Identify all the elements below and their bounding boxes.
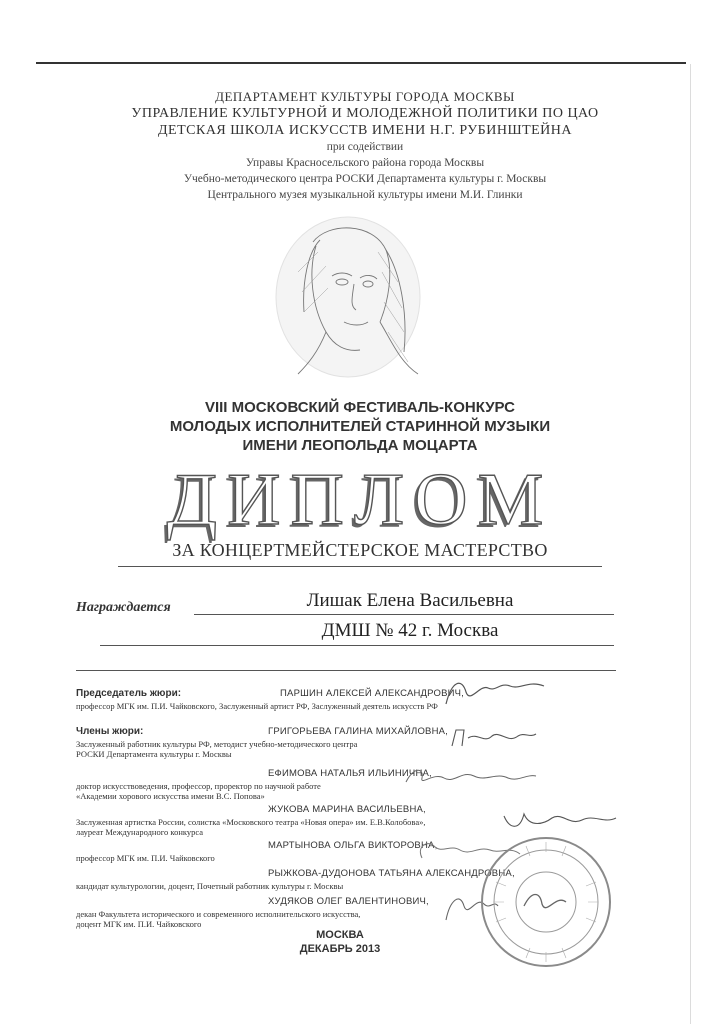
jury-member-desc: лауреат Международного конкурса xyxy=(76,827,204,837)
festival-line-3: ИМЕНИ ЛЕОПОЛЬДА МОЦАРТА xyxy=(242,437,478,454)
chair-role-text: Председатель жюри: xyxy=(76,688,182,699)
official-stamp xyxy=(476,832,616,972)
jury-member-name: ЖУКОВА МАРИНА ВАСИЛЬЕВНА, xyxy=(268,804,426,815)
subtitle-underline xyxy=(118,566,602,567)
header-line-6: Учебно-методического центра РОСКИ Департамента культуры г. Москвы xyxy=(183,173,547,185)
jury-member-desc: доктор искусствоведения, профессор, проректор по научной работе xyxy=(76,781,321,791)
portrait-illustration xyxy=(268,212,428,382)
festival-line-2: МОЛОДЫХ ИСПОЛНИТЕЛЕЙ СТАРИННОЙ МУЗЫКИ xyxy=(169,418,551,435)
jury-member-desc: профессор МГК им. П.И. Чайковского xyxy=(76,853,215,863)
school-line xyxy=(100,645,614,646)
header-line-2: УПРАВЛЕНИЕ КУЛЬТУРНОЙ И МОЛОДЕЖНОЙ ПОЛИТИКИ ПО ЦАО xyxy=(131,106,599,121)
jury-member-name: ЕФИМОВА НАТАЛЬЯ ИЛЬИНИЧНА, xyxy=(268,768,432,779)
issue-city: МОСКВА xyxy=(316,929,364,941)
jury-member-desc: «Академии хорового искусства имени В.С. Попова» xyxy=(76,791,265,801)
header-line-7: Центрального музея музыкальной культуры имени М.И. Глинки xyxy=(207,189,523,201)
jury-member-desc: кандидат культурологии, доцент, Почетный работник культуры г. Москвы xyxy=(76,881,344,891)
issue-footer xyxy=(280,928,400,956)
header-line-4: при содействии xyxy=(326,141,404,153)
header-line-3: ДЕТСКАЯ ШКОЛА ИСКУССТВ ИМЕНИ Н.Г. РУБИНШТЕЙНА xyxy=(157,123,572,138)
jury-member-desc: Заслуженный работник культуры РФ, методист учебно-методического центра xyxy=(76,739,358,749)
signature-member-1 xyxy=(448,724,538,752)
blank-line xyxy=(76,670,616,671)
jury-member-desc: доцент МГК им. П.И. Чайковского xyxy=(76,919,202,929)
header-line-1: ДЕПАРТАМЕНТ КУЛЬТУРЫ ГОРОДА МОСКВЫ xyxy=(215,89,515,104)
signature-chair xyxy=(440,674,550,710)
jury-member-name: ГРИГОРЬЕВА ГАЛИНА МИХАЙЛОВНА, xyxy=(268,726,449,737)
diploma-title: ДИПЛОМ xyxy=(166,459,554,541)
header-line-5: Управы Красносельского района города Москвы xyxy=(245,157,485,169)
jury-member-name: РЫЖКОВА-ДУДОНОВА ТАТЬЯНА АЛЕКСАНДРОВНА, xyxy=(268,868,515,879)
chair-name: ПАРШИН АЛЕКСЕЙ АЛЕКСАНДРОВИЧ, xyxy=(280,688,465,699)
awardee-line xyxy=(194,614,614,615)
diploma-subtitle: ЗА КОНЦЕРТМЕЙСТЕРСКОЕ МАСТЕРСТВО xyxy=(172,540,548,560)
members-role-text: Члены жюри: xyxy=(76,726,144,737)
jury-members-label xyxy=(76,726,143,737)
top-border-line xyxy=(36,62,686,64)
issuer-header xyxy=(60,88,670,203)
signature-member-2 xyxy=(400,762,540,792)
award-label: Награждается xyxy=(76,600,171,615)
jury-member-name: ХУДЯКОВ ОЛЕГ ВАЛЕНТИНОВИЧ, xyxy=(268,896,429,907)
awardee-school: ДМШ № 42 г. Москва xyxy=(321,620,499,641)
festival-line-1: VIII МОСКОВСКИЙ ФЕСТИВАЛЬ-КОНКУРС xyxy=(204,399,516,416)
issue-date: ДЕКАБРЬ 2013 xyxy=(299,943,381,955)
jury-chair-label xyxy=(76,688,181,699)
page-edge-line xyxy=(690,64,691,1024)
festival-title xyxy=(120,398,600,455)
jury-member-name: МАРТЫНОВА ОЛЬГА ВИКТОРОВНА, xyxy=(268,840,438,851)
jury-member-desc: Заслуженная артистка России, солистка «Московского театра «Новая опера» им. Е.В.Колобова», xyxy=(76,817,426,827)
awardee-name: Лишак Елена Васильевна xyxy=(306,590,514,611)
jury-member-desc: декан Факультета исторического и современного исполнительского искусства, xyxy=(76,909,361,919)
chair-description: профессор МГК им. П.И. Чайковского, Заслуженный артист РФ, Заслуженный деятель искусств РФ xyxy=(76,701,438,711)
jury-member-desc: РОСКИ Департамента культуры г. Москвы xyxy=(76,749,232,759)
